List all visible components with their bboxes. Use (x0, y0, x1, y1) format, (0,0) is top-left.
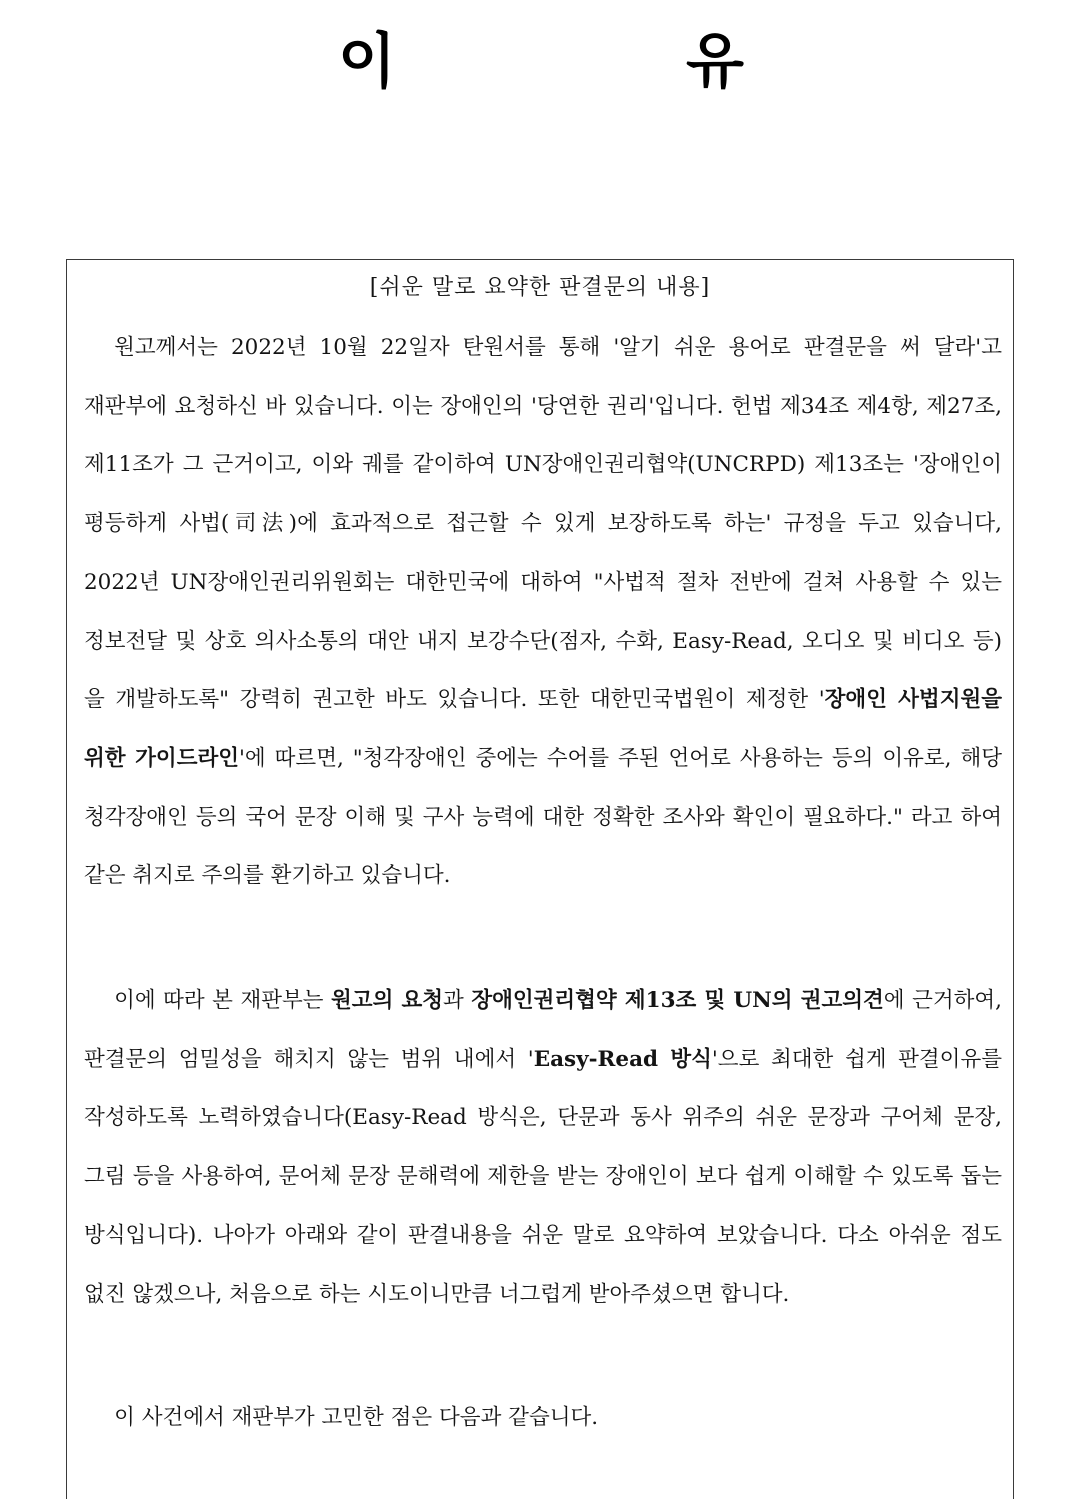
paragraph-2-text-2: 과 (443, 988, 472, 1013)
summary-paragraph-2 (84, 972, 1002, 1324)
paragraph-2-text-3: 에 근거하여, 판결문의 엄밀성을 해치지 않는 범위 내에서 ' (84, 988, 1002, 1072)
paragraph-2-text-4: '으로 최대한 쉽게 판결이유를 작성하도록 노력하였습니다(Easy-Read 방식은, 단문과 동사 위주의 쉬운 문장과 구어체 문장, 그림 등을 사용하여, 문어체 문장 문해력에 제한을 받는 장애인이 보다 쉽게 이해할 수 있도록 돕는 방식입니다). 나아가 아래와 같이 판결내용을 쉬운 말로 요약하여 보았습니다. 다소 아쉬운 점도 없진 않겠으나, 처음으로 하는 시도이니만큼 너그럽게 받아주셨으면 합니다. (84, 1046, 1002, 1307)
paragraph-2-bold-2: 장애인권리협약 제13조 및 UN의 권고의견 (471, 988, 884, 1013)
paragraph-2-bold-3: Easy-Read 방식 (533, 1046, 712, 1072)
heading-char-1: 이 (338, 27, 396, 97)
summary-paragraph-1 (84, 319, 1002, 906)
paragraph-1-text-1: 원고께서는 2022년 10월 22일자 탄원서를 통해 '알기 쉬운 용어로 판결문을 써 달라'고 재판부에 요청하신 바 있습니다. 이는 장애인의 '당연한 권리'입니다. 헌법 제34조 제4항, 제27조, 제11조가 그 근거이고, 이와 궤를 같이하여 UN장애인권리협약(UNCRPD) 제13조는 '장애인이 평등하게 사법(司法)에 효과적으로 접근할 수 있게 보장하도록 하는' 규정을 두고 있습니다, 2022년 UN장애인권리위원회는 대한민국에 대하여 "사법적 절차 전반에 걸쳐 사용할 수 있는 정보전달 및 상호 의사소통의 대안 내지 보강수단(점자, 수화, Easy-Read, 오디오 및 비디오 등)을 개발하도록" 강력히 권고한 바도 있습니다. 또한 대한민국법원이 제정한 ' (84, 335, 1002, 713)
paragraph-1-bold-1: 장애인 사법지원을 위한 가이드라인 (84, 687, 1003, 771)
easy-read-summary-box (66, 259, 1014, 1499)
paragraph-2-bold-1: 원고의 요청 (331, 988, 444, 1013)
document-heading (0, 22, 1080, 112)
summary-paragraph-3: 이 사건에서 재판부가 고민한 점은 다음과 같습니다. (114, 1405, 599, 1430)
summary-box-title: [쉬운 말로 요약한 판결문의 내용] (369, 275, 711, 300)
paragraph-2-text-1: 이에 따라 본 재판부는 (114, 988, 332, 1013)
paragraph-1-text-2: '에 따르면, "청각장애인 중에는 수어를 주된 언어로 사용하는 등의 이유로, 해당 청각장애인 등의 국어 문장 이해 및 구사 능력에 대한 정확한 조사와 확인이 필요하다." 라고 하여 같은 취지로 주의를 환기하고 있습니다. (84, 745, 1003, 889)
heading-char-2: 유 (686, 27, 744, 97)
